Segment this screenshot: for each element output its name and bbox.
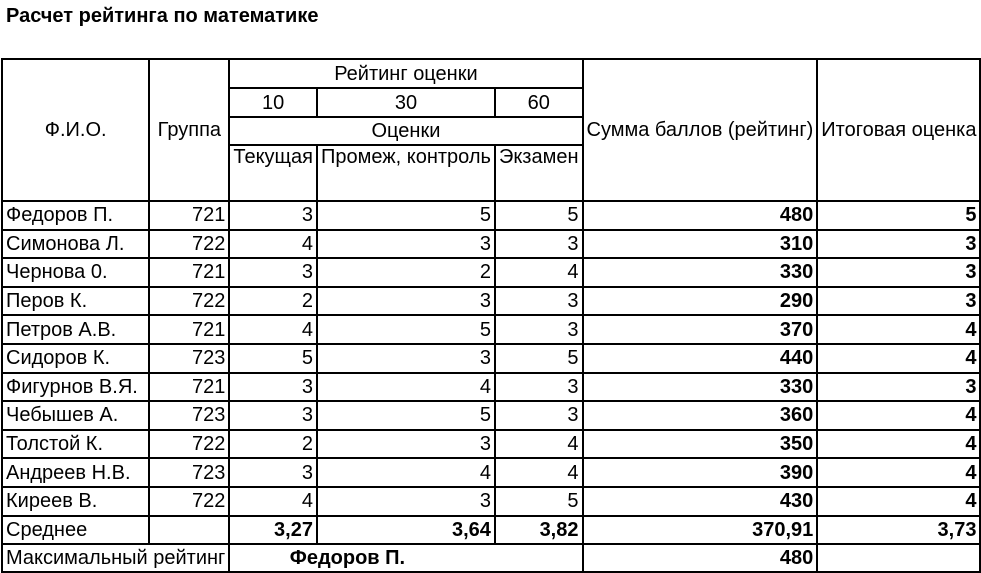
- header-sum: Сумма баллов (рейтинг): [583, 59, 818, 201]
- student-name: Федоров П.: [2, 201, 149, 230]
- grade-current: 5: [229, 344, 317, 373]
- table-row: [2, 201, 980, 230]
- final-grade: 4: [817, 315, 980, 344]
- final-grade: 3: [817, 373, 980, 402]
- final-grade: 4: [817, 401, 980, 430]
- grade-current: 4: [229, 487, 317, 516]
- student-name: Киреев В.: [2, 487, 149, 516]
- grade-midterm: 5: [317, 315, 495, 344]
- max-rating-value: 480: [583, 544, 818, 572]
- student-name: Толстой К.: [2, 430, 149, 459]
- table-row: [2, 258, 980, 287]
- grade-current: 3: [229, 458, 317, 487]
- rating-sum: 330: [583, 258, 818, 287]
- header-group: Группа: [149, 59, 229, 201]
- grade-current: 3: [229, 401, 317, 430]
- rating-sum: 290: [583, 287, 818, 316]
- table-row: [2, 315, 980, 344]
- average-label: Среднее: [2, 516, 149, 545]
- table-row: [2, 287, 980, 316]
- student-group: 723: [149, 344, 229, 373]
- final-grade: 4: [817, 458, 980, 487]
- student-name: Перов К.: [2, 287, 149, 316]
- rating-sum: 360: [583, 401, 818, 430]
- grade-exam: 3: [495, 401, 583, 430]
- rating-sum: 430: [583, 487, 818, 516]
- grade-current: 3: [229, 373, 317, 402]
- grade-midterm: 3: [317, 487, 495, 516]
- rating-sum: 480: [583, 201, 818, 230]
- final-grade: 4: [817, 344, 980, 373]
- grade-exam: 3: [495, 373, 583, 402]
- header-rating: Рейтинг оценки: [229, 59, 582, 88]
- rating-sum: 310: [583, 230, 818, 259]
- student-name: Сидоров К.: [2, 344, 149, 373]
- student-name: Фигурнов В.Я.: [2, 373, 149, 402]
- rating-sum: 390: [583, 458, 818, 487]
- max-rating-name: Федоров П.: [229, 544, 582, 572]
- student-name: Чернова 0.: [2, 258, 149, 287]
- average-sum: 370,91: [583, 516, 818, 545]
- final-grade: 4: [817, 487, 980, 516]
- header-weight-current: 10: [229, 88, 317, 117]
- rating-sum: 330: [583, 373, 818, 402]
- average-exam: 3,82: [495, 516, 583, 545]
- average-midterm: 3,64: [317, 516, 495, 545]
- header-grades: Оценки: [229, 117, 582, 145]
- final-grade: 3: [817, 287, 980, 316]
- table-row: [2, 401, 980, 430]
- table-row: [2, 230, 980, 259]
- student-group: 723: [149, 458, 229, 487]
- grade-current: 3: [229, 258, 317, 287]
- header-exam: Экзамен: [495, 145, 583, 201]
- student-name: Андреев Н.В.: [2, 458, 149, 487]
- grade-exam: 3: [495, 230, 583, 259]
- max-rating-label: Максимальный рейтинг: [2, 544, 229, 572]
- grade-midterm: 3: [317, 287, 495, 316]
- header-fio: Ф.И.О.: [2, 59, 149, 201]
- grade-exam: 5: [495, 487, 583, 516]
- max-rating-row: [2, 544, 980, 572]
- grade-current: 2: [229, 287, 317, 316]
- final-grade: 5: [817, 201, 980, 230]
- grade-exam: 3: [495, 287, 583, 316]
- student-group: 723: [149, 401, 229, 430]
- table-row: [2, 373, 980, 402]
- student-group: 722: [149, 287, 229, 316]
- student-group: 721: [149, 258, 229, 287]
- student-name: Симонова Л.: [2, 230, 149, 259]
- average-final: 3,73: [817, 516, 980, 545]
- student-group: 721: [149, 373, 229, 402]
- page-title: Расчет рейтинга по математике: [6, 5, 319, 27]
- student-group: 722: [149, 430, 229, 459]
- grade-exam: 3: [495, 315, 583, 344]
- grade-midterm: 5: [317, 401, 495, 430]
- final-grade: 3: [817, 258, 980, 287]
- grade-exam: 5: [495, 344, 583, 373]
- table-row: [2, 344, 980, 373]
- grade-midterm: 5: [317, 201, 495, 230]
- max-rating-empty: [817, 544, 980, 572]
- grade-current: 2: [229, 430, 317, 459]
- grade-midterm: 3: [317, 230, 495, 259]
- final-grade: 4: [817, 430, 980, 459]
- grade-midterm: 3: [317, 430, 495, 459]
- grade-exam: 4: [495, 258, 583, 287]
- table-row: [2, 430, 980, 459]
- grade-midterm: 3: [317, 344, 495, 373]
- header-weight-exam: 60: [495, 88, 583, 117]
- header-current: Текущая: [229, 145, 317, 201]
- rating-sum: 440: [583, 344, 818, 373]
- final-grade: 3: [817, 230, 980, 259]
- average-group-empty: [149, 516, 229, 545]
- average-row: [2, 516, 980, 545]
- grade-current: 3: [229, 201, 317, 230]
- student-group: 722: [149, 487, 229, 516]
- grade-exam: 5: [495, 201, 583, 230]
- student-name: Чебышев А.: [2, 401, 149, 430]
- table-row: [2, 458, 980, 487]
- average-current: 3,27: [229, 516, 317, 545]
- student-group: 722: [149, 230, 229, 259]
- student-group: 721: [149, 201, 229, 230]
- grade-exam: 4: [495, 430, 583, 459]
- grade-current: 4: [229, 230, 317, 259]
- rating-sum: 370: [583, 315, 818, 344]
- table-row: [2, 487, 980, 516]
- grade-midterm: 4: [317, 458, 495, 487]
- grade-exam: 4: [495, 458, 583, 487]
- grade-current: 4: [229, 315, 317, 344]
- student-group: 721: [149, 315, 229, 344]
- rating-sum: 350: [583, 430, 818, 459]
- student-name: Петров А.В.: [2, 315, 149, 344]
- rating-table: [1, 58, 981, 573]
- header-final: Итоговая оценка: [817, 59, 980, 201]
- header-midterm: Промеж, контроль: [317, 145, 495, 201]
- header-weight-midterm: 30: [317, 88, 495, 117]
- grade-midterm: 4: [317, 373, 495, 402]
- grade-midterm: 2: [317, 258, 495, 287]
